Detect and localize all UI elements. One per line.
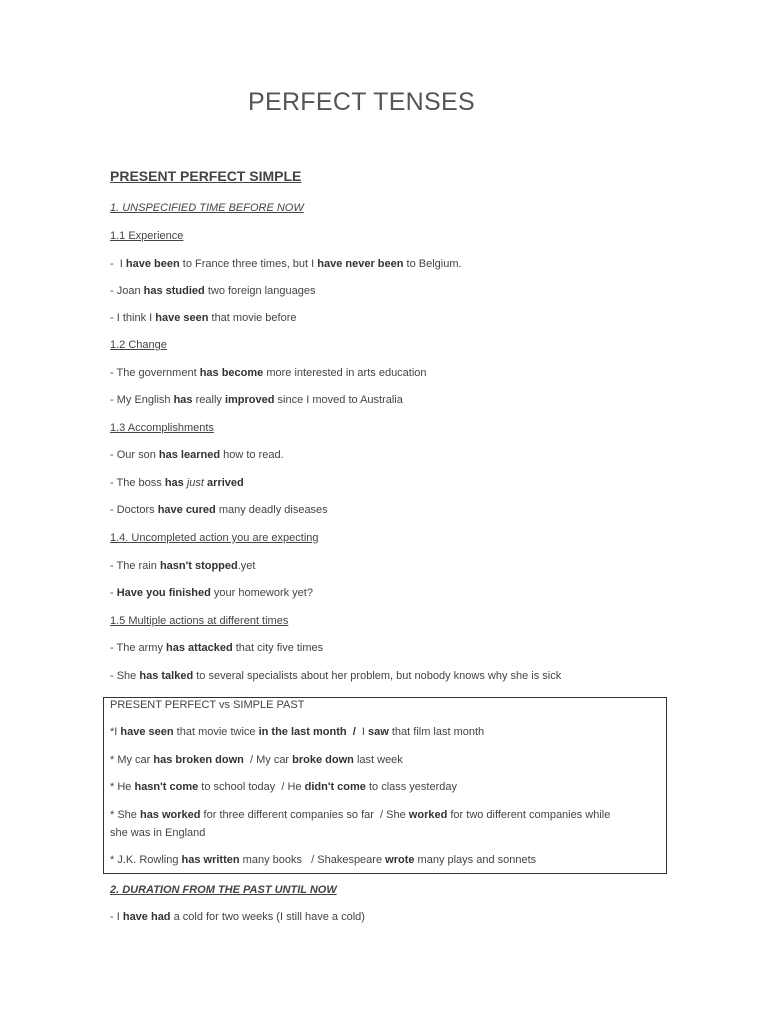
example-line	[110, 586, 313, 600]
text-run: many plays and sonnets	[414, 854, 537, 866]
bold-verb: has broken down	[153, 754, 244, 766]
text-run: a cold for two weeks (I still have a cold)	[170, 911, 365, 923]
example-line	[110, 910, 365, 924]
subsection-heading	[110, 338, 167, 352]
text-run: 1. UNSPECIFIED TIME BEFORE NOW	[110, 202, 304, 214]
text-run: PRESENT PERFECT SIMPLE	[110, 168, 302, 184]
bold-verb: worked	[408, 809, 448, 821]
text-run: really	[192, 394, 225, 406]
text-run: - My English	[110, 394, 174, 406]
bold-verb: have never been	[317, 258, 404, 270]
bold-verb: have had	[122, 911, 171, 923]
text-run: - I think I	[110, 312, 156, 324]
text-run: I	[355, 726, 368, 738]
subsection-heading	[110, 614, 288, 628]
text-run: she was in England	[110, 827, 206, 839]
text-run: - Our son	[110, 449, 159, 461]
text-run: 1.2 Change	[110, 339, 167, 351]
subsection-heading	[110, 531, 319, 545]
text-run: to several specialists about her problem, but nobody knows why she is sick	[193, 670, 562, 682]
example-line	[110, 448, 284, 462]
text-run: * J.K. Rowling	[110, 854, 182, 866]
text-run: 1.3 Accomplishments	[110, 422, 214, 434]
text-run: * He	[110, 781, 135, 793]
comparison-line	[110, 753, 403, 767]
bold-verb: has studied	[143, 285, 205, 297]
text-run: -	[110, 587, 117, 599]
bold-verb: have been	[125, 258, 180, 270]
bold-verb: broke down	[292, 754, 354, 766]
comparison-line	[110, 826, 205, 840]
bold-verb: hasn't come	[134, 781, 199, 793]
text-run: - I	[110, 258, 126, 270]
comparison-line	[110, 780, 457, 794]
text-run: - She	[110, 670, 140, 682]
text-run: more interested in arts education	[263, 367, 427, 379]
text-run: that movie twice	[173, 726, 259, 738]
subsection-heading	[110, 883, 337, 897]
example-line	[110, 393, 403, 407]
text-run: - The boss	[110, 477, 165, 489]
section-heading	[110, 169, 301, 183]
bold-verb: didn't come	[304, 781, 366, 793]
example-line	[110, 284, 315, 298]
text-run: * My car	[110, 754, 154, 766]
example-line	[110, 503, 328, 517]
text-run: last week	[353, 754, 403, 766]
text-run: * She	[110, 809, 140, 821]
bold-verb: has learned	[158, 449, 221, 461]
text-run: - Joan	[110, 285, 144, 297]
text-run: - The government	[110, 367, 200, 379]
text-run: your homework yet?	[210, 587, 313, 599]
comparison-line	[110, 698, 304, 712]
text-run: that film last month	[388, 726, 485, 738]
page-title: PERFECT TENSES	[248, 88, 475, 116]
comparison-line	[110, 853, 536, 867]
bold-verb: has	[173, 394, 193, 406]
bold-verb: improved	[224, 394, 275, 406]
bold-verb: saw	[368, 726, 389, 738]
text-run: many books / Shakespeare	[239, 854, 386, 866]
bold-verb: wrote	[385, 854, 415, 866]
text-run: since I moved to Australia	[274, 394, 403, 406]
text-run: just	[186, 477, 204, 489]
example-line	[110, 366, 427, 380]
bold-verb: has become	[199, 367, 264, 379]
text-run: for three different companies so far / She	[200, 809, 409, 821]
subsection-heading	[110, 201, 304, 215]
bold-verb: has	[164, 477, 184, 489]
text-run: - The rain	[110, 560, 160, 572]
text-run: that city five times	[232, 642, 324, 654]
example-line	[110, 559, 255, 573]
text-run: .yet	[237, 560, 256, 572]
text-run: to school today / He	[198, 781, 305, 793]
text-run: *I	[110, 726, 121, 738]
text-run: - The army	[110, 642, 167, 654]
subsection-heading	[110, 229, 183, 243]
text-run: for two different companies while	[447, 809, 611, 821]
bold-verb: hasn't stopped	[159, 560, 238, 572]
bold-verb: has attacked	[166, 642, 233, 654]
text-run: 1.5 Multiple actions at different times	[110, 615, 289, 627]
bold-verb: has talked	[139, 670, 194, 682]
text-run: - I	[110, 911, 123, 923]
example-line	[110, 641, 323, 655]
comparison-line	[110, 808, 610, 822]
text-run: many deadly diseases	[215, 504, 328, 516]
bold-verb: in the last month /	[258, 726, 356, 738]
text-run: 1.1 Experience	[110, 230, 184, 242]
example-line	[110, 669, 561, 683]
example-line	[110, 476, 244, 490]
bold-verb: arrived	[207, 477, 244, 489]
text-run: PRESENT PERFECT vs SIMPLE PAST	[110, 699, 305, 711]
bold-verb: have seen	[155, 312, 209, 324]
comparison-line	[110, 725, 484, 739]
bold-verb: have seen	[120, 726, 174, 738]
text-run: to Belgium.	[403, 258, 462, 270]
text-run: 2. DURATION FROM THE PAST UNTIL NOW	[110, 884, 337, 896]
bold-verb: Have you finished	[116, 587, 211, 599]
example-line	[110, 257, 462, 271]
text-run: to class yesterday	[365, 781, 457, 793]
text-run: to France three times, but I	[179, 258, 318, 270]
text-run: 1.4. Uncompleted action you are expecting	[110, 532, 319, 544]
text-run: two foreign languages	[204, 285, 316, 297]
text-run: - Doctors	[110, 504, 158, 516]
example-line	[110, 311, 297, 325]
bold-verb: have cured	[157, 504, 216, 516]
subsection-heading	[110, 421, 214, 435]
bold-verb: has written	[181, 854, 240, 866]
text-run: / My car	[243, 754, 293, 766]
text-run: how to read.	[220, 449, 284, 461]
bold-verb: has worked	[139, 809, 201, 821]
text-run: that movie before	[208, 312, 297, 324]
